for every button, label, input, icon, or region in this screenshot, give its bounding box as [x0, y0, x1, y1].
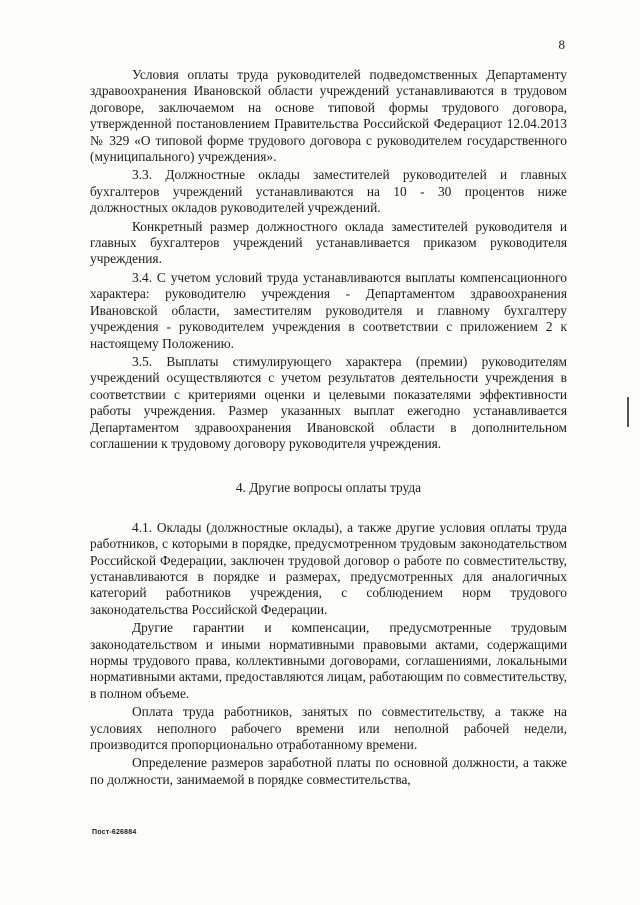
scan-margin-mark — [627, 397, 629, 427]
paragraph: Оплата труда работников, занятых по совместительству, а также на условиях неполного рабочего времени или неполной рабочей недели, производится пропорционально отработанному времени. — [90, 704, 567, 753]
section-heading: 4. Другие вопросы оплаты труда — [235, 480, 422, 496]
paragraph: 3.5. Выплаты стимулирующего характера (премии) руководителям учреждений осуществляются с учетом результатов деятельности учреждения в соответствии с критериями оценки и целевыми показателями эффективности работы учреждения. Размер указанных выплат ежегодно устанавливается Департаментом здравоохранения Ивановской области в дополнительном соглашении к трудовому договору руководителя учреждения. — [90, 353, 567, 451]
paragraph: 4.1. Оклады (должностные оклады), а также другие условия оплаты труда работников, с которыми в порядке, предусмотренном трудовым законодательством Российской Федерации, заключен трудовой договор о работе по совместительству, устанавливаются в порядке и размерах, предусмотренных для аналогичных категорий работников учреждения, с соблюдением норм трудового законодательства Российской Федерации. — [90, 519, 567, 617]
paragraph: Определение размеров заработной платы по основной должности, а также по должности, занимаемой в порядке совместительства, — [90, 755, 567, 787]
paragraph: 3.4. С учетом условий труда устанавливаются выплаты компенсационного характера: руководителю учреждения - Департаментом здравоохранения Ивановской области, заместителям руководителя и главному бухгалтеру учреждения - руководителем учреждения в соответствии с приложением 2 к настоящему Положению. — [90, 269, 567, 351]
paragraph: Конкретный размер должностного оклада заместителей руководителя и главных бухгалтеров учреждений устанавливается приказом руководителя учреждения. — [90, 218, 567, 267]
paragraph: Другие гарантии и компенсации, предусмотренные трудовым законодательством и иными нормативными правовыми актами, содержащими нормы трудового права, коллективными договорами, соглашениями, локальными нормативными актами, предоставляются лицам, работающим по совместительству, в полном объеме. — [90, 620, 568, 701]
page-number: 8 — [558, 37, 565, 52]
paragraph: 3.3. Должностные оклады заместителей руководителей и главных бухгалтеров учреждений устанавливаются на 10 - 30 процентов ниже должностных окладов руководителей учреждений. — [90, 167, 567, 216]
paragraph: Условия оплаты труда руководителей подведомственных Департаменту здравоохранения Ивановской области учреждений устанавливаются в трудовом договоре, заключаемом на основе типовой формы трудового договора, утвержденной постановлением Правительства Российской Федерациот 12.04.2013 № 329 «О типовой форме трудового договора с руководителем государственного (муниципального) учреждения». — [90, 67, 567, 165]
document-body — [90, 67, 567, 790]
footer-document-code: Пост-626884 — [92, 829, 137, 836]
